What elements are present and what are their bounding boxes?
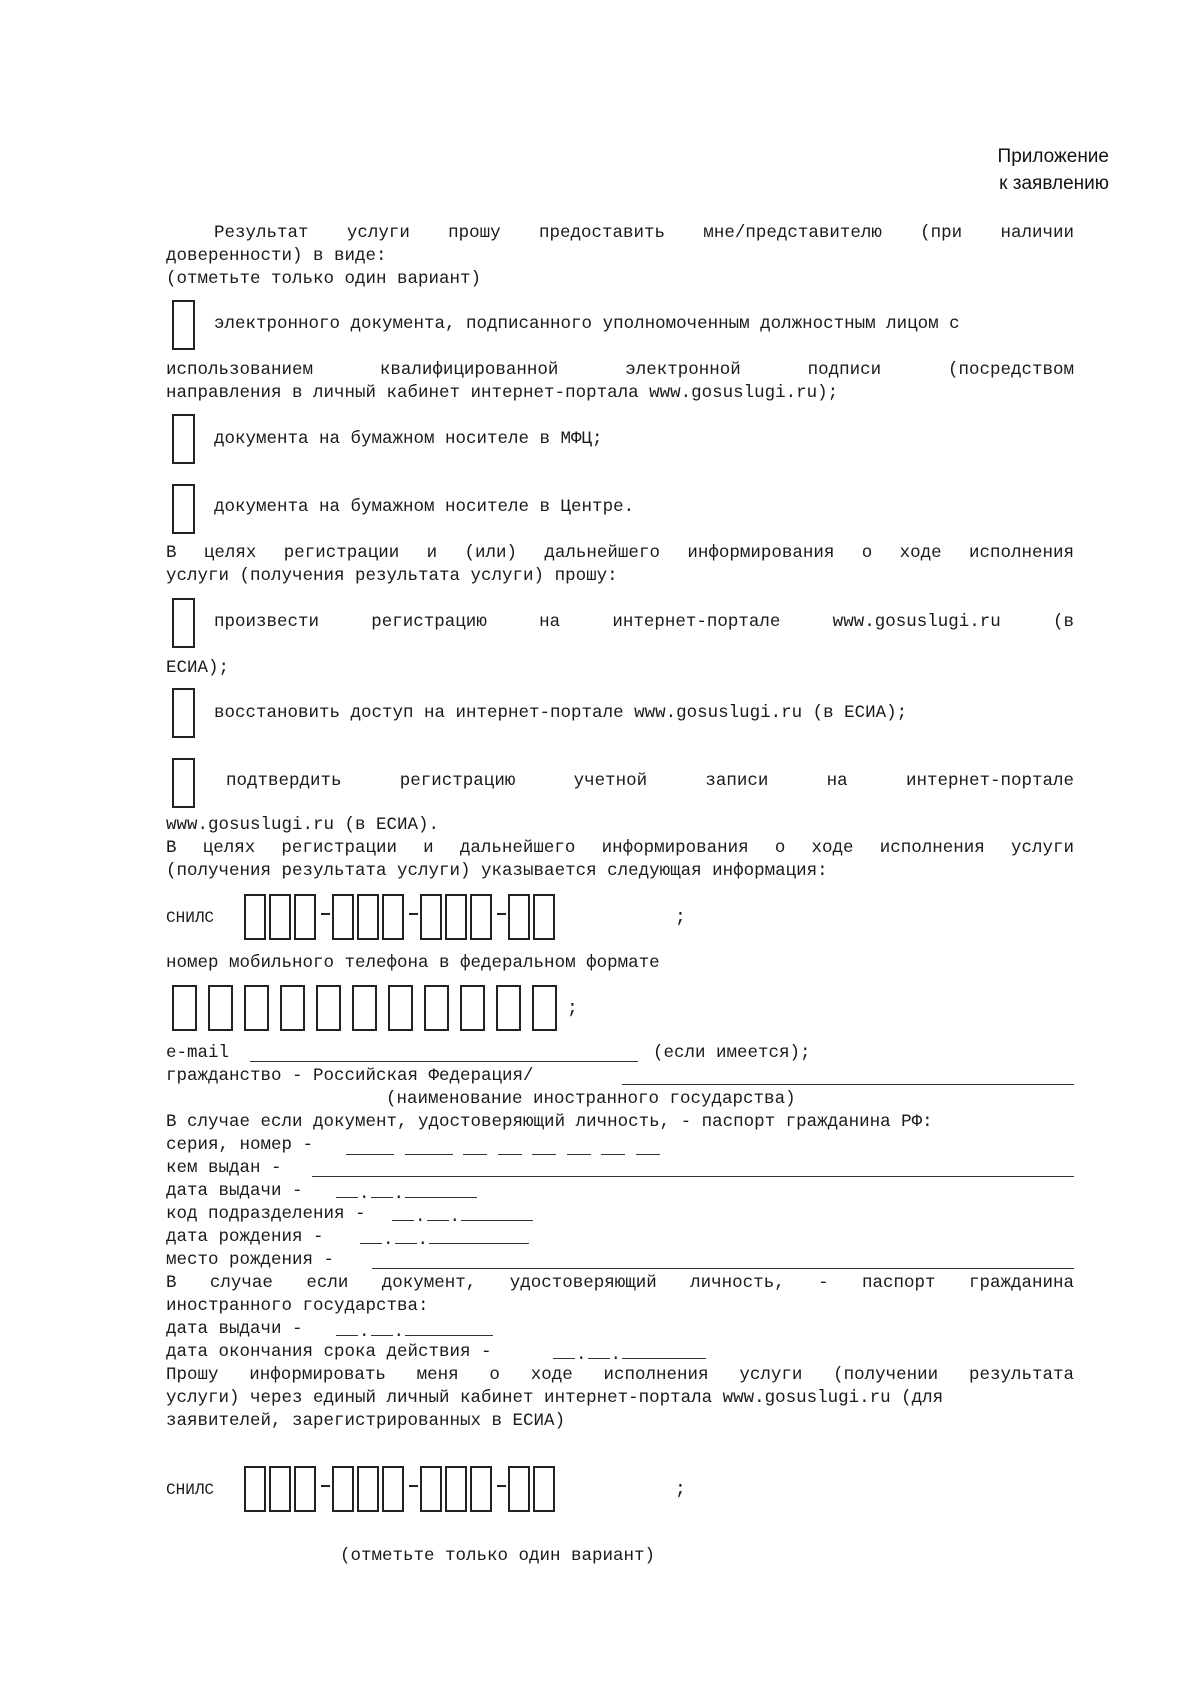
snils2-digit-box[interactable]	[470, 1466, 492, 1512]
birth-date-label: дата рождения -	[166, 1227, 324, 1247]
registration-register-checkbox[interactable]	[172, 598, 195, 648]
snils-label: СНИЛС	[166, 909, 215, 927]
citizenship-label: гражданство - Российская Федерация/	[166, 1066, 534, 1086]
snils-digit-box[interactable]	[420, 894, 442, 940]
phone-digit-box[interactable]	[496, 985, 521, 1031]
snils2-digit-box[interactable]	[294, 1466, 316, 1512]
division-code-label: код подразделения -	[166, 1204, 366, 1224]
snils-digit-box[interactable]	[357, 894, 379, 940]
email-input-line[interactable]	[250, 1061, 638, 1062]
snils-separator-dash	[409, 913, 418, 915]
phone-digit-box[interactable]	[388, 985, 413, 1031]
snils-separator-dash	[321, 913, 330, 915]
intro-note: (отметьте только один вариант)	[166, 269, 482, 289]
snils2-separator-dash	[497, 1485, 506, 1487]
foreign-issue-date-blanks[interactable]: . .	[336, 1321, 493, 1342]
annex-heading-line1: Приложение	[997, 146, 1109, 167]
result-option-electronic-checkbox[interactable]	[172, 300, 195, 350]
registration-register-label: произвести регистрацию на интернет-портале www.gosuslugi.ru (в	[214, 612, 1074, 632]
result-option-mfc-label: документа на бумажном носителе в МФЦ;	[214, 429, 603, 449]
notify-line2: услуги) через единый личный кабинет интернет-портала www.gosuslugi.ru (для	[166, 1388, 944, 1408]
registration-register-cont: ЕСИА);	[166, 658, 230, 678]
notify-line1: Прошу информировать меня о ходе исполнения услуги (получении результата	[166, 1365, 1074, 1385]
registration-confirm-checkbox[interactable]	[172, 758, 195, 808]
expiry-date-label: дата окончания срока действия -	[166, 1342, 492, 1362]
registration-restore-checkbox[interactable]	[172, 688, 195, 738]
snils2-digit-box[interactable]	[445, 1466, 467, 1512]
registration-restore-label: восстановить доступ на интернет-портале www.gosuslugi.ru (в ЕСИА);	[214, 703, 908, 723]
registration-line2: услуги (получения результата услуги) прошу:	[166, 566, 618, 586]
footer-note: (отметьте только один вариант)	[340, 1546, 656, 1566]
annex-heading	[998, 143, 1109, 197]
result-option-center-label: документа на бумажном носителе в Центре.	[214, 497, 635, 517]
result-option-electronic-line1: электронного документа, подписанного уполномоченным должностным лицом с	[214, 314, 960, 334]
email-note: (если имеется);	[653, 1043, 811, 1063]
foreign-issue-date-label: дата выдачи -	[166, 1319, 303, 1339]
snils-digit-box[interactable]	[269, 894, 291, 940]
snils-digit-box[interactable]	[508, 894, 530, 940]
snils2-digit-box[interactable]	[382, 1466, 404, 1512]
rf-passport-heading: В случае если документ, удостоверяющий личность, - паспорт гражданина РФ:	[166, 1112, 933, 1132]
intro-line1: Результат услуги прошу предоставить мне/представителю (при наличии	[214, 223, 1074, 243]
result-option-center-checkbox[interactable]	[172, 484, 195, 534]
snils-semicolon: ;	[675, 908, 686, 928]
intro-line2: доверенности) в виде:	[166, 246, 387, 266]
issue-date-label: дата выдачи -	[166, 1181, 303, 1201]
series-number-label: серия, номер -	[166, 1135, 314, 1155]
issued-by-label: кем выдан -	[166, 1158, 282, 1178]
snils-digit-box[interactable]	[332, 894, 354, 940]
result-option-mfc-checkbox[interactable]	[172, 414, 195, 464]
result-option-electronic-line2: использованием квалифицированной электронной подписи (посредством	[166, 360, 1074, 380]
notify-line3: заявителей, зарегистрированных в ЕСИА)	[166, 1411, 566, 1431]
foreign-passport-line2: иностранного государства:	[166, 1296, 429, 1316]
snils2-digit-box[interactable]	[508, 1466, 530, 1512]
snils-digit-box[interactable]	[470, 894, 492, 940]
phone-digit-box[interactable]	[532, 985, 557, 1031]
registration-confirm-cont: www.gosuslugi.ru (в ЕСИА).	[166, 815, 440, 835]
phone-digit-box[interactable]	[424, 985, 449, 1031]
info-line1: В целях регистрации и дальнейшего информирования о ходе исполнения услуги	[166, 838, 1074, 858]
snils-digit-box[interactable]	[382, 894, 404, 940]
snils2-label: СНИЛС	[166, 1481, 215, 1499]
phone-digit-box[interactable]	[352, 985, 377, 1031]
snils2-digit-box[interactable]	[357, 1466, 379, 1512]
division-code-blanks[interactable]: . .	[392, 1206, 533, 1227]
phone-semicolon: ;	[567, 999, 578, 1019]
email-label: e-mail	[166, 1043, 230, 1063]
birth-place-input-line[interactable]	[372, 1268, 1074, 1269]
snils2-digit-box[interactable]	[269, 1466, 291, 1512]
snils2-digit-box[interactable]	[244, 1466, 266, 1512]
phone-digit-box[interactable]	[244, 985, 269, 1031]
issued-by-input-line[interactable]	[312, 1176, 1074, 1177]
snils-digit-box[interactable]	[294, 894, 316, 940]
snils2-digit-box[interactable]	[332, 1466, 354, 1512]
phone-digit-box[interactable]	[208, 985, 233, 1031]
snils2-separator-dash	[409, 1485, 418, 1487]
birth-place-label: место рождения -	[166, 1250, 335, 1270]
issue-date-blanks[interactable]: . .	[336, 1183, 477, 1204]
phone-digit-box[interactable]	[280, 985, 305, 1031]
birth-date-blanks[interactable]: . .	[360, 1229, 529, 1250]
snils2-separator-dash	[321, 1485, 330, 1487]
phone-label: номер мобильного телефона в федеральном формате	[166, 953, 660, 973]
foreign-passport-line1: В случае если документ, удостоверяющий личность, - паспорт гражданина	[166, 1273, 1074, 1293]
series-number-blanks[interactable]	[346, 1140, 660, 1161]
foreign-state-caption: (наименование иностранного государства)	[386, 1089, 796, 1109]
foreign-state-input-line[interactable]	[622, 1084, 1074, 1085]
annex-heading-line2: к заявлению	[999, 173, 1109, 194]
snils-digit-box[interactable]	[533, 894, 555, 940]
snils-digit-box[interactable]	[445, 894, 467, 940]
snils-digit-box[interactable]	[244, 894, 266, 940]
info-line2: (получения результата услуги) указывается следующая информация:	[166, 861, 828, 881]
registration-confirm-label: подтвердить регистрацию учетной записи на интернет-портале	[226, 771, 1074, 791]
result-option-electronic-line3: направления в личный кабинет интернет-портала www.gosuslugi.ru);	[166, 383, 839, 403]
snils2-digit-box[interactable]	[533, 1466, 555, 1512]
phone-digit-box[interactable]	[172, 985, 197, 1031]
snils2-digit-box[interactable]	[420, 1466, 442, 1512]
phone-digit-box[interactable]	[316, 985, 341, 1031]
registration-line1: В целях регистрации и (или) дальнейшего информирования о ходе исполнения	[166, 543, 1074, 563]
snils-separator-dash	[497, 913, 506, 915]
phone-digit-box[interactable]	[460, 985, 485, 1031]
expiry-date-blanks[interactable]: . .	[553, 1344, 706, 1365]
snils2-semicolon: ;	[675, 1480, 686, 1500]
